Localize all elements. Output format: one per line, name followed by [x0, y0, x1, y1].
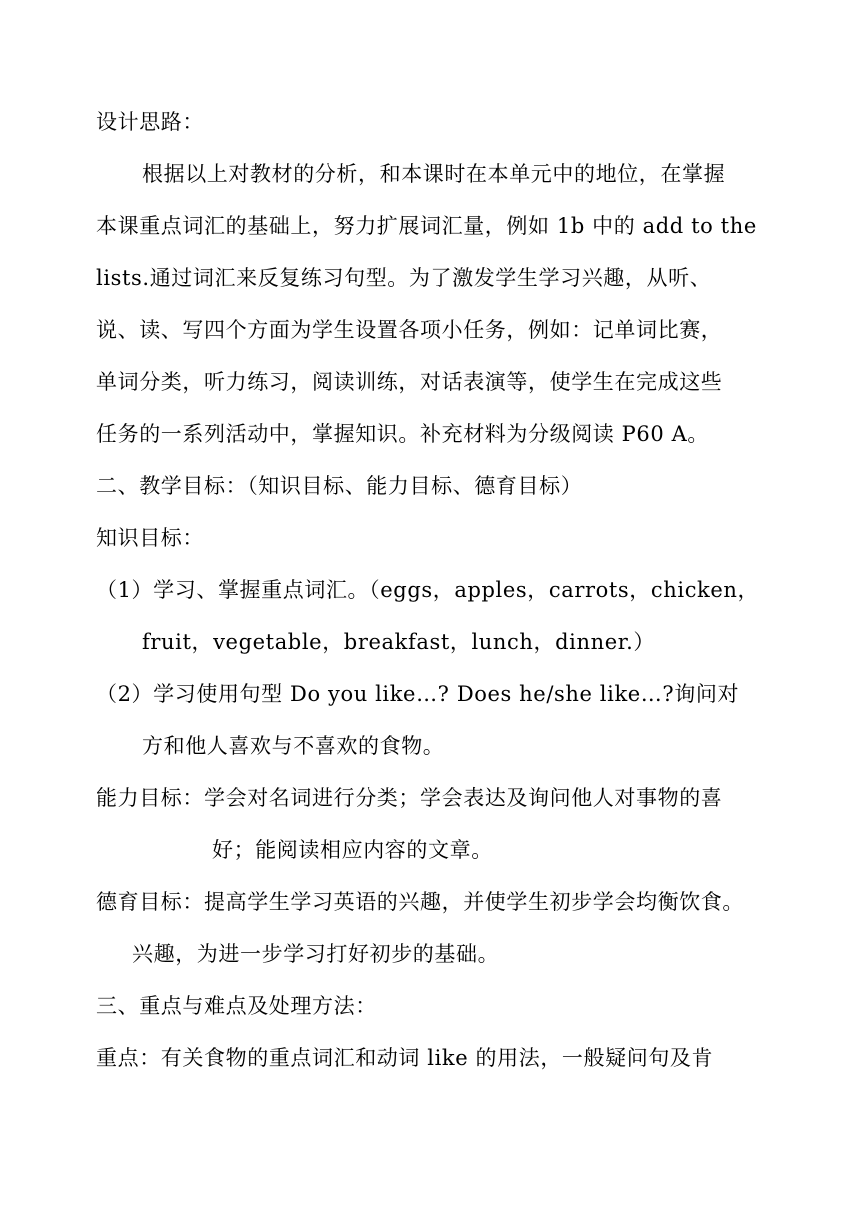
paragraph-line: 任务的一系列活动中，掌握知识。补充材料为分级阅读 P60 A。 — [96, 422, 709, 446]
paragraph-line: 本课重点词汇的基础上，努力扩展词汇量，例如 1b 中的 add to the — [96, 214, 757, 238]
list-item-line: fruit，vegetable，breakfast，lunch，dinner.） — [142, 630, 655, 654]
moral-goals-line: 兴趣，为进一步学习打好初步的基础。 — [132, 942, 500, 966]
list-item-line: （1）学习、掌握重点词汇。（eggs，apples，carrots，chicken， — [96, 578, 760, 602]
key-points-line: 重点：有关食物的重点词汇和动词 like 的用法，一般疑问句及肯 — [96, 1046, 714, 1070]
section-heading-design-idea: 设计思路： — [96, 110, 204, 134]
paragraph-line: lists.通过词汇来反复练习句型。为了激发学生学习兴趣，从听、 — [96, 266, 712, 290]
moral-goals-line: 德育目标：提高学生学习英语的兴趣，并使学生初步学会均衡饮食。 — [96, 890, 744, 914]
section-heading-key-points: 三、重点与难点及处理方法： — [96, 994, 377, 1018]
list-item-line: （2）学习使用句型 Do you like…? Does he/she like…?询问对 — [96, 682, 740, 706]
ability-goals-line: 能力目标：学会对名词进行分类；学会表达及询问他人对事物的喜 — [96, 786, 723, 810]
ability-goals-line: 好；能阅读相应内容的文章。 — [212, 838, 493, 862]
list-item-line: 方和他人喜欢与不喜欢的食物。 — [142, 734, 445, 758]
paragraph-line: 单词分类，听力练习，阅读训练，对话表演等，使学生在完成这些 — [96, 370, 723, 394]
paragraph-line: 说、读、写四个方面为学生设置各项小任务，例如：记单词比赛， — [96, 318, 723, 342]
section-heading-teaching-goals: 二、教学目标：（知识目标、能力目标、德育目标） — [96, 474, 583, 498]
subheading-knowledge-goals: 知识目标： — [96, 526, 204, 550]
paragraph-line: 根据以上对教材的分析，和本课时在本单元中的地位，在掌握 — [142, 162, 726, 186]
